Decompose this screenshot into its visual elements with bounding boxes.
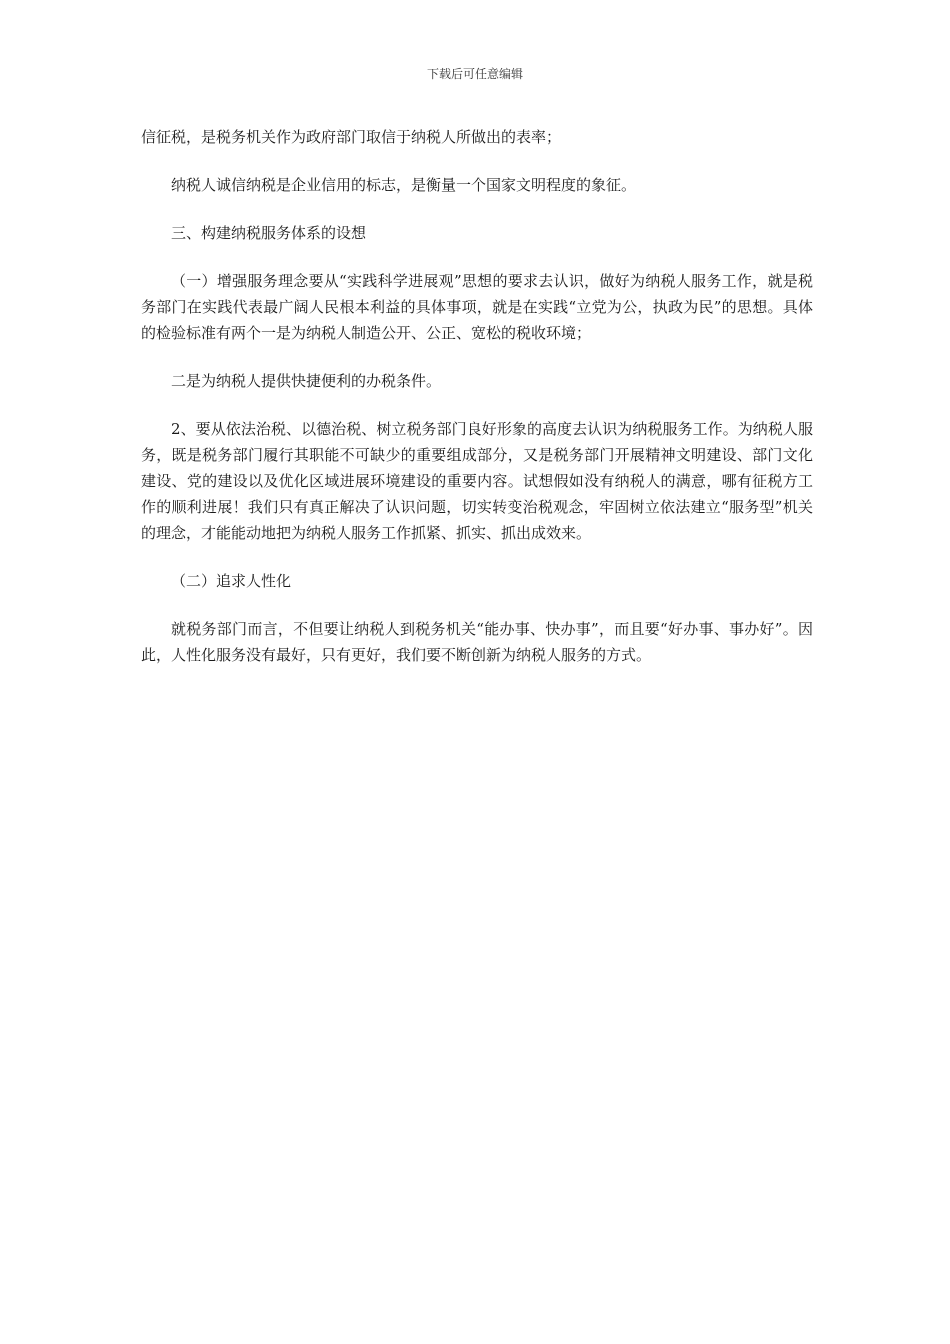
paragraph: 二是为纳税人提供快捷便利的办税条件。: [171, 372, 442, 390]
paragraph: 2、要从依法治税、以德治税、树立税务部门良好形象的高度去认识为纳税服务工作。为纳税人服务，既是税务部门履行其职能不可缺少的重要组成部分，又是税务部门开展精神文明建设、部门文化建设、党的建设以及优化区域进展环境建设的重要内容。试想假如没有纳税人的满意，哪有征税方工作的顺利进展！我们只有真正解决了认识问题，切实转变治税观念，牢固树立依法建立“服务型”机关的理念，才能能动地把为纳税人服务工作抓紧、抓实、抓出成效来。: [141, 420, 813, 542]
paragraph-continuation: 信征税，是税务机关作为政府部门取信于纳税人所做出的表率；: [141, 128, 562, 146]
paragraph: （一）增强服务理念要从“实践科学进展观”思想的要求去认识，做好为纳税人服务工作，就是税务部门在实践代表最广阔人民根本利益的具体事项，就是在实践“立党为公，执政为民”的思想。具体的检验标准有两个一是为纳税人制造公开、公正、宽松的税收环境；: [141, 272, 813, 342]
document-body: [141, 124, 813, 690]
paragraph: 纳税人诚信纳税是企业信用的标志，是衡量一个国家文明程度的象征。: [171, 176, 637, 194]
section-heading: 三、构建纳税服务体系的设想: [171, 224, 367, 242]
paragraph: 就税务部门而言，不但要让纳税人到税务机关“能办事、快办事”，而且要“好办事、事办好”。因此，人性化服务没有最好，只有更好，我们要不断创新为纳税人服务的方式。: [141, 620, 813, 664]
subsection-heading: （二）追求人性化: [171, 572, 292, 590]
page-header-note: 下载后可任意编辑: [426, 67, 523, 81]
